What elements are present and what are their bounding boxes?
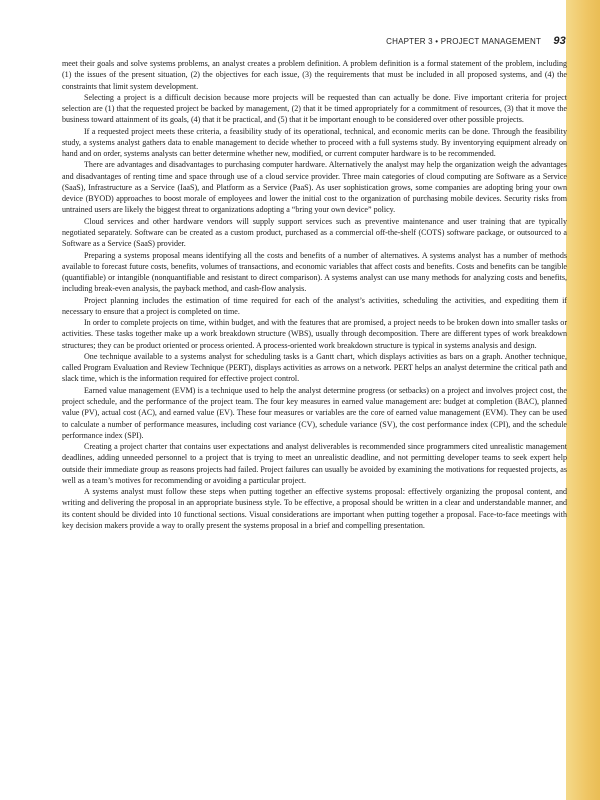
paragraph: A systems analyst must follow these steps when putting together an effective systems proposal: effectively organizing the proposal content, and writing and delivering the proposal in an appropriate business style. To be effective, a proposal should be written in a clear and understandable manner, and its content should be divided into 10 functional sections. Visual considerations are important when putting together a proposal. Face-to-face meetings with key decision makers provide a way to orally present the systems proposal in a brief and compelling presentation.	[62, 487, 567, 530]
paragraph: Selecting a project is a difficult decision because more projects will be requested than can actually be done. Five important criteria for project selection are (1) that the requested project be backed by management, (2) that it be timed appropriately for a commitment of resources, (3) that it move the business toward attainment of its goals, (4) that it be practical, and (5) that it be important enough to be considered over other possible projects.	[62, 92, 567, 125]
page-number: 93	[553, 35, 566, 47]
section-label: PROJECT MANAGEMENT	[440, 37, 541, 46]
paragraph: Cloud services and other hardware vendors will supply support services such as preventive maintenance and user training that are typically negotiated separately. Software can be created as a custom product, purchased as a commercial off-the-shelf (COTS) software package, or outsourced to a Software as a Service (SaaS) provider.	[62, 216, 567, 249]
paragraph: Preparing a systems proposal means identifying all the costs and benefits of a number of alternatives. A systems analyst has a number of methods available to forecast future costs, benefits, volumes of transactions, and economic variables that affect costs and benefits. Costs and benefits can be tangible (quantifiable) or intangible (nonquantifiable and resistant to direct comparison). A systems analyst can use many methods for analyzing costs and benefits, including break-even analysis, the payback method, and cash-flow analysis.	[62, 250, 567, 294]
page-edge-color-tab	[566, 0, 600, 800]
paragraph: Project planning includes the estimation of time required for each of the analyst’s activities, scheduling the activities, and expediting them if necessary to ensure that a project is completed on time.	[62, 295, 567, 316]
paragraph: Creating a project charter that contains user expectations and analyst deliverables is recommended since programmers cited unrealistic management deadlines, adding unneeded personnel to a project that is trying to meet an unrealistic deadline, and not permitting developer teams to seek expert help outside their immediate group as reasons projects had failed. Project failures can usually be avoided by examining the motivations for requested projects, as well as a team’s motives for recommending or avoiding a particular project.	[62, 442, 567, 485]
running-header	[100, 35, 566, 47]
paragraph: meet their goals and solve systems problems, an analyst creates a problem definition. A problem definition is a formal statement of the problem, including (1) the issues of the present situation, (2) the objectives for each issue, (3) the requirements that must be included in all proposed systems, and (4) the constraints that limit system development.	[62, 59, 567, 91]
header-bullet: •	[435, 37, 439, 46]
paragraph: One technique available to a systems analyst for scheduling tasks is a Gantt chart, which displays activities as bars on a graph. Another technique, called Program Evaluation and Review Technique (PERT), displays activities as arrows on a network. PERT helps an analyst determine the critical path and slack time, which is the information required for effective project control.	[62, 351, 567, 384]
chapter-label: CHAPTER 3	[386, 37, 433, 46]
body-text	[62, 58, 567, 531]
paragraph: In order to complete projects on time, within budget, and with the features that are promised, a project needs to be broken down into smaller tasks or activities. These tasks together make up a work breakdown structure (WBS), usually through decomposition. There are different types of work breakdown structures; they can be product oriented or process oriented. A process-oriented work breakdown structure is typical in systems analysis and design.	[62, 318, 567, 350]
paragraph: Earned value management (EVM) is a technique used to help the analyst determine progress (or setbacks) on a project and involves project cost, the project schedule, and the performance of the project team. The four key measures in earned value management are: budget at completion (BAC), planned value (PV), actual cost (AC), and earned value (EV). These four measures or variables are the core of earned value management (EVM). They can be used to calculate a number of performance measures, including cost variance (CV), schedule variance (SV), the cost performance index (CPI), and the schedule performance index (SPI).	[62, 385, 567, 440]
paragraph: If a requested project meets these criteria, a feasibility study of its operational, technical, and economic merits can be done. Through the feasibility study, a systems analyst gathers data to enable management to decide whether to proceed with a full systems study. By inventorying equipment already on hand and on order, systems analysts can better determine whether new, modified, or current computer hardware is to be recommended.	[62, 126, 567, 159]
paragraph: There are advantages and disadvantages to purchasing computer hardware. Alternatively the analyst may help the organization weigh the advantages and disadvantages of renting time and space through use of a cloud service provider. Three main categories of cloud computing are Software as a Service (SaaS), Infrastructure as a Service (IaaS), and Platform as a Service (PaaS). As user sophistication grows, some companies are adopting bring your own device (BYOD) approaches to boost morale of employees and lower the initial cost to the organization of purchasing mobile devices. Security risks from untrained users are likely the biggest threat to organizations adopting a “bring your own device” policy.	[62, 160, 567, 215]
